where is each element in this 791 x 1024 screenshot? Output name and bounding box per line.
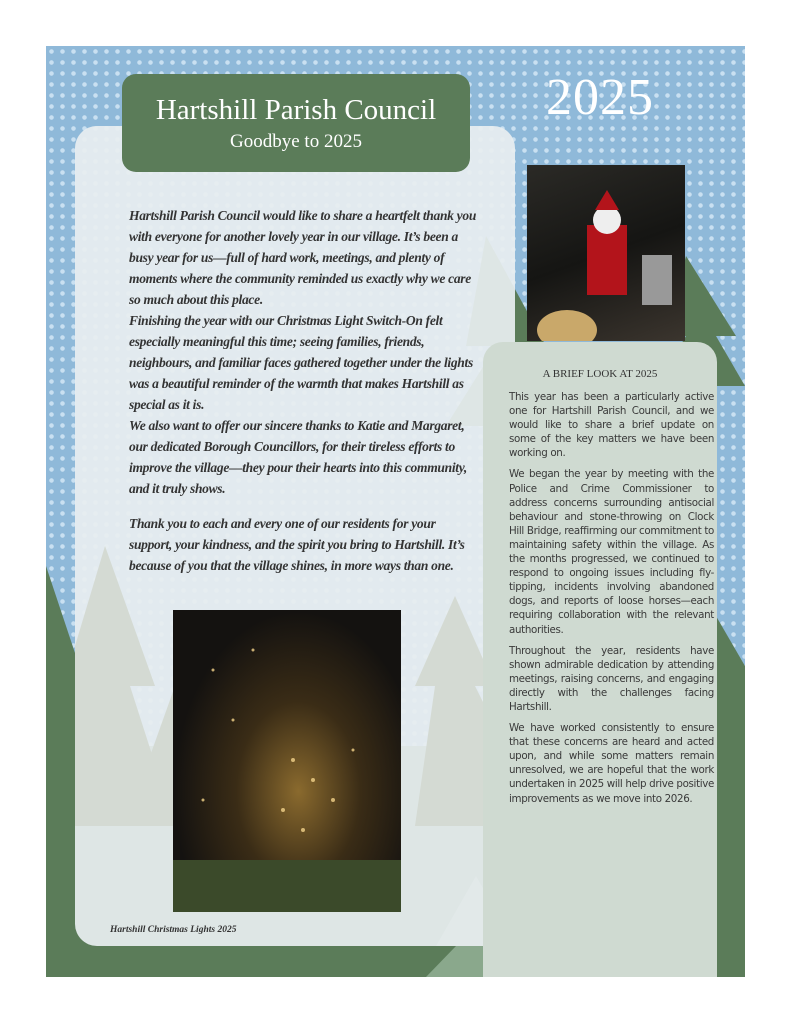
brief-paragraph: We began the year by meeting with the Police and Crime Commissioner to address concerns surrounding antisocial behaviour and stone-throwing on Clock Hill Bridge, reaffirming our commitment to maintaining safety within the village. As the months progressed, we continued to respond to ongoing issues including fly-tipping, incidents involving abandoned dogs, and reports of loose horses—each requiring collaboration with the relevant authorities. bbox=[509, 468, 714, 636]
christmas-lights-photo bbox=[173, 610, 401, 912]
intro-paragraph: We also want to offer our sincere thanks to Katie and Margaret, our dedicated Borough Councillors, for their tireless efforts to improve the village—they pour their hearts into this community, and it truly shows. bbox=[129, 418, 467, 496]
brief-paragraph: We have worked consistently to ensure that these concerns are heard and acted upon, and while some matters remain unresolved, we are hopeful that the work undertaken in 2025 will help drive positive improvements as we move into 2026. bbox=[509, 722, 714, 805]
page-title: Hartshill Parish Council bbox=[155, 94, 437, 126]
santa-photo bbox=[527, 165, 685, 341]
brief-paragraph: This year has been a particularly active one for Hartshill Parish Council, and we would like to share a brief update on some of the key matters we have been working on. bbox=[509, 391, 714, 460]
photo-caption: Hartshill Christmas Lights 2025 bbox=[110, 925, 237, 935]
brief-text bbox=[509, 390, 714, 813]
santa-figure bbox=[527, 165, 685, 341]
newsletter-page bbox=[46, 46, 745, 977]
page-subtitle: Goodbye to 2025 bbox=[230, 131, 362, 152]
intro-text bbox=[129, 205, 479, 576]
title-banner bbox=[122, 74, 470, 172]
intro-paragraph: Hartshill Parish Council would like to share a heartfelt thank you with everyone for another lovely year in our village. It’s been a busy year for us—full of hard work, meetings, and plenty of moments where the community reminded us exactly why we care so much about this place. bbox=[129, 208, 477, 307]
year-heading: 2025 bbox=[546, 69, 654, 126]
intro-paragraph: Finishing the year with our Christmas Light Switch-On felt especially meaningful this time; seeing families, friends, neighbours, and familiar faces gathered together under the lights was a beautiful reminder of the warmth that makes Hartshill as special as it is. bbox=[129, 313, 473, 412]
intro-paragraph: Thank you to each and every one of our residents for your support, your kindness, and the spirit you bring to Hartshill. It’s because of you that the village shines, in more ways than one. bbox=[129, 516, 465, 573]
lights-decoration bbox=[173, 610, 401, 912]
brief-heading: A BRIEF LOOK AT 2025 bbox=[542, 368, 658, 380]
brief-paragraph: Throughout the year, residents have shown admirable dedication by attending meetings, raising concerns, and engaging directly with the challenges facing Hartshill. bbox=[509, 644, 714, 713]
